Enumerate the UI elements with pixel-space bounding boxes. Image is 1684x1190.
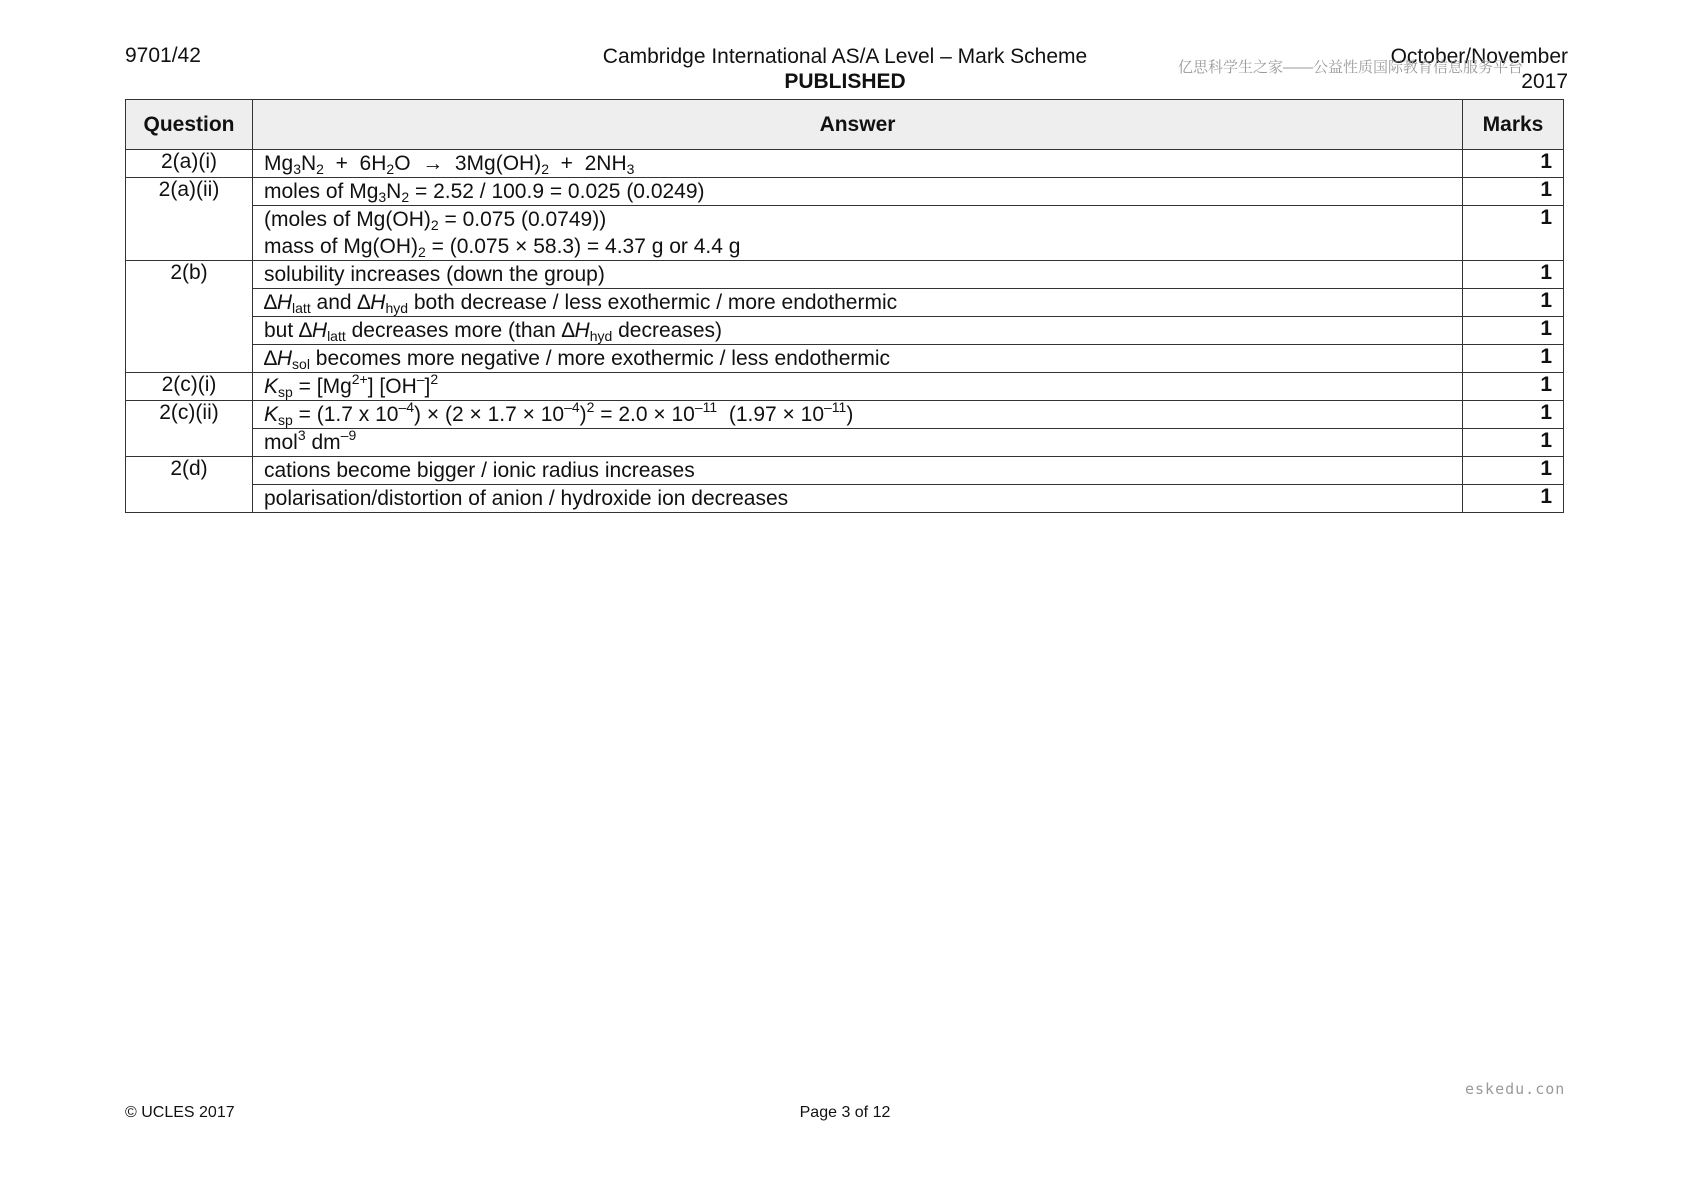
- table-row: [126, 429, 1564, 457]
- table-row: [126, 457, 1564, 485]
- mark-scheme-table: [125, 99, 1564, 513]
- answer-text: polarisation/distortion of anion / hydroxide ion decreases: [253, 485, 1463, 513]
- answer-text: mol$^3$ $dm^{-9}$: [253, 429, 1463, 457]
- table-row: [126, 345, 1564, 373]
- mark-value: 1: [1463, 429, 1564, 457]
- watermark-top: 亿思科学生之家——公益性质国际教育信息服务平台: [1178, 59, 1524, 76]
- mark-value: 1: [1463, 317, 1564, 345]
- document-title-block: [520, 44, 1170, 94]
- answer-text: but $\Delta H_{latt}$ decreases more (than $\Delta H_{hyd}$ decreases): [253, 317, 1463, 345]
- answer-text: solubility increases (down the group): [253, 261, 1463, 289]
- page-number: Page 3 of 12: [799, 1104, 891, 1121]
- answer-text: moles of $Mg_3N_2 = 2.52 / 100.9 = 0.025$ (0.0249): [253, 178, 1463, 206]
- answer-text: $Mg_3N_2 + 6H_2O \to 3Mg(OH)_2 + 2NH_3$: [253, 150, 1463, 178]
- table-row: [126, 373, 1564, 401]
- copyright-notice: © UCLES 2017: [125, 1104, 235, 1121]
- table-header-row: [126, 100, 1564, 150]
- answer-text: cations become bigger / ionic radius increases: [253, 457, 1463, 485]
- syllabus-code: 9701/42: [125, 44, 201, 67]
- mark-value: 1: [1463, 345, 1564, 373]
- mark-value: 1: [1463, 401, 1564, 429]
- answer-text: $\Delta H_{sol}$ becomes more negative / more exothermic / less endothermic: [253, 345, 1463, 373]
- exam-session: October/November: [1390, 45, 1568, 68]
- header-question: Question: [126, 100, 253, 150]
- mark-value: 1: [1463, 373, 1564, 401]
- exam-year: 2017: [1521, 70, 1568, 93]
- table-row: [126, 206, 1564, 261]
- question-number: 2(d): [126, 457, 253, 513]
- question-number: 2(c)(ii): [126, 401, 253, 457]
- question-number: 2(b): [126, 261, 253, 373]
- question-number: 2(a)(ii): [126, 178, 253, 261]
- mark-value: 1: [1463, 289, 1564, 317]
- header-marks: Marks: [1463, 100, 1564, 150]
- mark-value: 1: [1463, 457, 1564, 485]
- document-title: Cambridge International AS/A Level – Mark Scheme: [602, 45, 1088, 68]
- table-row: [126, 317, 1564, 345]
- table-row: [126, 401, 1564, 429]
- answer-text: $K_{sp} = [Mg^{2+}]$ $[OH^-]^2$: [253, 373, 1463, 401]
- question-number: 2(c)(i): [126, 373, 253, 401]
- watermark-bottom: eskedu.con: [1465, 1080, 1566, 1098]
- table-row: [126, 150, 1564, 178]
- published-label: PUBLISHED: [784, 70, 906, 93]
- answer-text: $K_{sp} = (1.7$ x $10^{-4}) \times (2 \times 1.7 \times 10^{-4})^2 = 2.0 \times 10^{-11}$ $(1.97 \times 10^{-11})$: [253, 401, 1463, 429]
- mark-value: 1: [1463, 206, 1564, 261]
- mark-value: 1: [1463, 485, 1564, 513]
- table-row: [126, 178, 1564, 206]
- mark-value: 1: [1463, 150, 1564, 178]
- answer-text: $\Delta H_{latt}$ and $\Delta H_{hyd}$ both decrease / less exothermic / more endothermic: [253, 289, 1463, 317]
- question-number: 2(a)(i): [126, 150, 253, 178]
- mark-value: 1: [1463, 178, 1564, 206]
- header-answer: Answer: [253, 100, 1463, 150]
- table-row: [126, 261, 1564, 289]
- table-row: [126, 485, 1564, 513]
- table-row: [126, 289, 1564, 317]
- mark-value: 1: [1463, 261, 1564, 289]
- answer-text: (moles of $Mg(OH)_2 = 0.075$ (0.0749)) mass of $Mg(OH)_2 = (0.075 \times 58.3) = 4.37$ g or 4.4 g: [253, 206, 1463, 261]
